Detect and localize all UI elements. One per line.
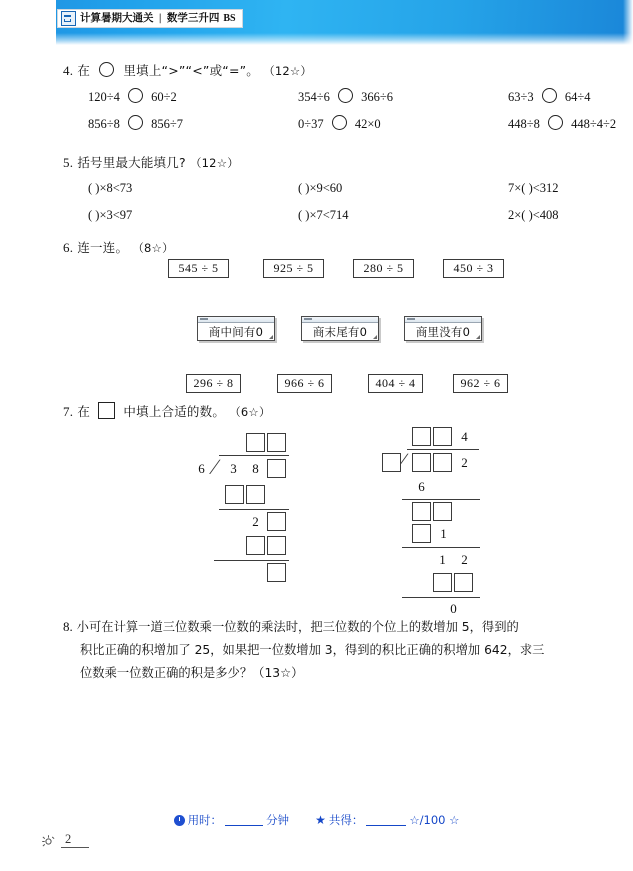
question-5-header xyxy=(63,153,239,171)
q4-right-5: 42×0 xyxy=(354,117,381,131)
rd-step3-box-1[interactable] xyxy=(412,524,431,543)
rd-rule-2 xyxy=(402,547,480,548)
time-input-blank[interactable] xyxy=(225,814,263,826)
question-8-text xyxy=(63,615,585,685)
rd-step5-box-2[interactable] xyxy=(454,573,473,592)
title-separator: | xyxy=(158,13,162,24)
ld-remainder-box[interactable] xyxy=(267,563,286,582)
q4-item-3[interactable] xyxy=(508,88,628,105)
worksheet-title: 计算暑期大通关 xyxy=(80,12,154,25)
book-logo-icon xyxy=(61,11,76,26)
question-5-row-2 xyxy=(88,208,608,223)
q4-left-4: 856÷8 xyxy=(88,117,120,131)
time-label: 用时： xyxy=(187,813,223,827)
ld-division-slash-icon: ∕ xyxy=(213,454,217,479)
worksheet-subject: 数学三升四 xyxy=(166,12,220,25)
match-category-label-3: 商里没有0 xyxy=(415,325,471,339)
question-7-points: （6☆） xyxy=(229,405,271,419)
resize-corner-icon xyxy=(269,335,273,339)
question-8 xyxy=(63,615,585,685)
question-4-header xyxy=(63,61,312,79)
ld-divisor: 6 xyxy=(198,461,205,476)
page-number: 2 xyxy=(61,833,89,848)
q4-right-4: 856÷7 xyxy=(151,117,183,131)
question-8-number: 8. xyxy=(63,619,73,634)
long-division-right xyxy=(388,427,538,616)
q4-left-1: 120÷4 xyxy=(88,90,120,104)
question-8-line-3: 位数乘一位数正确的积是多少？（13☆） xyxy=(80,666,304,680)
score-group xyxy=(315,812,459,828)
top-banner xyxy=(0,0,633,45)
compare-circle-icon[interactable] xyxy=(338,88,353,103)
rd-vinculum xyxy=(407,449,479,450)
ld-step1-box-1[interactable] xyxy=(225,485,244,504)
ld-step2-digit: 2 xyxy=(252,514,259,529)
question-4-prompt-before: 在 xyxy=(77,63,91,78)
match-category-label-2: 商末尾有0 xyxy=(312,325,368,339)
ld-rule-2 xyxy=(214,560,289,561)
rd-step2-box-2[interactable] xyxy=(433,502,452,521)
match-category-label-1: 商中间有0 xyxy=(208,325,264,339)
q4-left-2: 354÷6 xyxy=(298,90,330,104)
rd-step2-box-1[interactable] xyxy=(412,502,431,521)
match-bottom-box-3[interactable]: 404 ÷ 4 xyxy=(368,374,423,393)
match-category-box-3[interactable] xyxy=(404,316,482,341)
worksheet-title-chip xyxy=(57,9,243,28)
q4-left-3: 63÷3 xyxy=(508,90,534,104)
question-5-points: （12☆） xyxy=(189,156,239,170)
q5-item-1[interactable]: ( )×8<73 xyxy=(88,181,133,195)
question-6-number: 6. xyxy=(63,240,74,255)
match-category-box-2[interactable] xyxy=(301,316,379,341)
score-suffix: ☆/100 ☆ xyxy=(409,813,460,827)
match-bottom-box-1[interactable]: 296 ÷ 8 xyxy=(186,374,241,393)
question-4 xyxy=(63,61,312,79)
rd-rule-3 xyxy=(402,597,480,598)
question-6-header xyxy=(63,238,174,256)
banner-left-margin xyxy=(0,0,56,45)
question-5-row-1 xyxy=(88,181,608,196)
question-7-header xyxy=(63,402,271,420)
q5-item-2[interactable]: ( )×9<60 xyxy=(298,181,343,195)
question-8-line-1-text: 小可在计算一道三位数乘一位数的乘法时，把三位数的个位上的数增加 5，得到的 xyxy=(76,620,519,634)
question-7-prompt-before: 在 xyxy=(77,404,91,419)
match-bottom-box-4[interactable]: 962 ÷ 6 xyxy=(453,374,508,393)
rd-step5-box-1[interactable] xyxy=(433,573,452,592)
match-top-box-2[interactable]: 925 ÷ 5 xyxy=(263,259,324,278)
question-7-prompt-after: 中填上合适的数。 xyxy=(123,404,226,419)
ld-step2-box[interactable] xyxy=(267,512,286,531)
q4-left-5: 0÷37 xyxy=(298,117,324,131)
sun-icon xyxy=(42,835,55,848)
rd-remainder: 0 xyxy=(450,601,457,616)
rd-quotient-box-1[interactable] xyxy=(412,427,431,446)
time-group xyxy=(174,812,290,828)
match-category-box-1[interactable] xyxy=(197,316,275,341)
banner-right-margin xyxy=(623,0,633,45)
q4-left-6: 448÷8 xyxy=(508,117,540,131)
rd-step4-digit-1: 1 xyxy=(439,552,446,567)
rd-step3-digit: 1 xyxy=(440,526,447,541)
q4-item-6[interactable] xyxy=(508,115,628,132)
q4-right-1: 60÷2 xyxy=(151,90,177,104)
worksheet-body xyxy=(0,45,633,871)
question-5-number: 5. xyxy=(63,155,74,170)
ld-step3-box-1[interactable] xyxy=(246,536,265,555)
banner-fade xyxy=(0,33,633,45)
rd-division-slash-icon: ∕ xyxy=(401,448,405,473)
q5-item-6[interactable]: 2×( )<408 xyxy=(508,208,559,222)
compare-circle-icon[interactable] xyxy=(128,115,143,130)
match-bottom-box-2[interactable]: 966 ÷ 6 xyxy=(277,374,332,393)
circle-placeholder-icon[interactable] xyxy=(99,62,114,77)
q5-item-4[interactable]: ( )×3<97 xyxy=(88,208,133,222)
question-6-points: （8☆） xyxy=(132,241,174,255)
worksheet-footer xyxy=(0,805,633,835)
resize-corner-icon xyxy=(373,335,377,339)
ld-step3-box-2[interactable] xyxy=(267,536,286,555)
winbox-titlebar-icon xyxy=(405,317,481,323)
rd-quotient-digit-3: 4 xyxy=(461,429,468,444)
rd-step4-digit-2: 2 xyxy=(461,552,468,567)
page-number-group xyxy=(42,833,89,848)
compare-circle-icon[interactable] xyxy=(332,115,347,130)
compare-circle-icon[interactable] xyxy=(542,88,557,103)
worksheet-edition: BS xyxy=(223,13,236,24)
q4-right-6: 448÷4÷2 xyxy=(571,117,617,131)
question-7-number: 7. xyxy=(63,404,74,419)
question-7 xyxy=(63,402,271,420)
rd-dividend-digit-3: 2 xyxy=(461,455,468,470)
q4-right-2: 366÷6 xyxy=(361,90,393,104)
ld-quotient-box-1[interactable] xyxy=(246,433,265,452)
q5-item-3[interactable]: 7×( )<312 xyxy=(508,181,559,195)
q4-item-5[interactable] xyxy=(298,115,508,132)
square-placeholder-icon[interactable] xyxy=(98,402,115,419)
rd-divisor-box[interactable] xyxy=(382,453,401,472)
rd-rule-1 xyxy=(402,499,480,500)
q5-item-5[interactable]: ( )×7<714 xyxy=(298,208,349,222)
q4-item-1[interactable] xyxy=(88,88,298,105)
match-top-box-3[interactable]: 280 ÷ 5 xyxy=(353,259,414,278)
question-4-row-2 xyxy=(88,115,617,132)
question-8-line-1 xyxy=(63,615,585,639)
compare-circle-icon[interactable] xyxy=(548,115,563,130)
ld-dividend-box-3[interactable] xyxy=(267,459,286,478)
question-4-points: （12☆） xyxy=(263,64,313,78)
rd-step1-digit: 6 xyxy=(418,479,425,494)
long-division-left xyxy=(190,433,320,583)
resize-corner-icon xyxy=(476,335,480,339)
ld-dividend-digit-2: 8 xyxy=(252,461,259,476)
clock-icon xyxy=(174,815,185,826)
winbox-titlebar-icon xyxy=(302,317,378,323)
question-5-prompt: 括号里最大能填几? xyxy=(77,155,186,170)
q4-item-2[interactable] xyxy=(298,88,508,105)
star-icon: ★ xyxy=(315,813,326,827)
question-4-number: 4. xyxy=(63,63,74,78)
question-4-row-1 xyxy=(88,88,608,105)
match-top-box-4[interactable]: 450 ÷ 3 xyxy=(443,259,504,278)
rd-dividend-box-2[interactable] xyxy=(433,453,452,472)
question-6-prompt: 连一连。 xyxy=(77,240,129,255)
ld-step1-box-2[interactable] xyxy=(246,485,265,504)
ld-rule-1 xyxy=(219,509,289,510)
question-5 xyxy=(63,153,239,171)
score-input-blank[interactable] xyxy=(366,814,406,826)
ld-dividend-digit-1: 3 xyxy=(230,461,237,476)
rd-quotient-box-2[interactable] xyxy=(433,427,452,446)
q4-right-3: 64÷4 xyxy=(564,90,591,104)
question-8-line-2: 积比正确的积增加了 25，如果把一位数增加 3，得到的积比正确的积增加 642，求三 xyxy=(80,643,545,657)
question-4-prompt-after: 里填上“>”“<”或“=”。 xyxy=(123,63,259,78)
q4-item-4[interactable] xyxy=(88,115,298,132)
score-label: 共得： xyxy=(328,813,364,827)
ld-vinculum xyxy=(219,455,289,456)
time-unit: 分钟 xyxy=(266,813,290,827)
rd-dividend-box-1[interactable] xyxy=(412,453,431,472)
winbox-titlebar-icon xyxy=(198,317,274,323)
question-6 xyxy=(63,238,174,256)
ld-quotient-box-2[interactable] xyxy=(267,433,286,452)
compare-circle-icon[interactable] xyxy=(128,88,143,103)
match-top-box-1[interactable]: 545 ÷ 5 xyxy=(168,259,229,278)
